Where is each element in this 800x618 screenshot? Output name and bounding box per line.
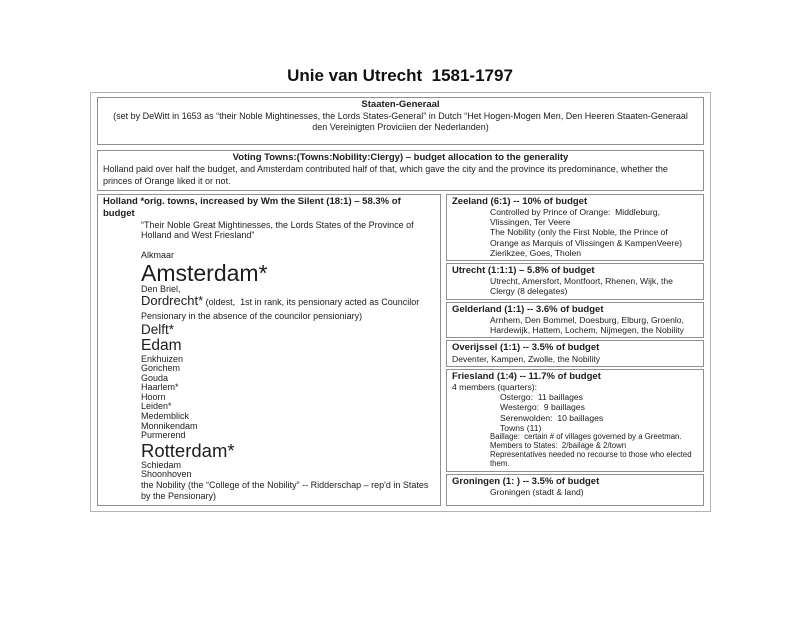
province-heading: Utrecht (1:1:1) – 5.8% of budget xyxy=(452,264,595,276)
province-line: Baillage: certain # of villages governed by a Greetman. xyxy=(490,431,682,441)
town-item: Alkmaar xyxy=(141,250,175,261)
town-name: Dordrecht* xyxy=(141,293,204,309)
province-line: Westergo: 9 baillages xyxy=(500,402,585,413)
province-heading: Overijssel (1:1) -- 3.5% of budget xyxy=(452,342,600,354)
province-heading: Friesland (1:4) -- 11.7% of budget xyxy=(452,370,601,382)
town-item: Medemblick xyxy=(141,411,190,422)
province-box-gelderland xyxy=(446,302,704,339)
staaten-generaal-subtitle: (set by DeWitt in 1653 as “their Noble Mightinesses, the Lords States-General” in Dutch “Het Hogen-Mogen Men, Den Heeren Staaten-Generaal den Vereinigten Proviciien der Nederlanden) xyxy=(113,110,691,133)
province-line: Members to States: 2/bailage & 2/town xyxy=(490,440,627,450)
province-box-friesland xyxy=(446,369,704,472)
town-item: Monnikendam xyxy=(141,420,198,431)
province-box-zeeland xyxy=(446,194,704,261)
town-item: Den Briel, xyxy=(141,283,181,294)
province-heading: Zeeland (6:1) -- 10% of budget xyxy=(452,195,588,207)
province-line: Towns (11) xyxy=(500,422,542,433)
town-note: (oldest, 1st in rank, its pensionary acted as Councilor Pensionary in the absence of the councilor pensioniary) xyxy=(141,297,422,322)
holland-box xyxy=(97,194,441,506)
holland-subtitle: “Their Noble Great Mightinesses, the Lords States of the Province of Holland and West Friesland” xyxy=(141,219,417,241)
town-item: Leiden* xyxy=(141,401,172,412)
province-line: Representatives needed no recourse to those who elected them. xyxy=(490,449,694,468)
province-box-utrecht xyxy=(446,263,704,300)
province-line: Arnhem, Den Bommel, Doesburg, Elburg, Groenlo, Hardewijk, Hattem, Lochem, Nijmegen, the Nobility xyxy=(490,314,687,336)
town-item: Gorichem xyxy=(141,363,181,374)
town-item: Gouda xyxy=(141,372,169,383)
town-item: Schiedam xyxy=(141,459,182,470)
province-box-groningen xyxy=(446,474,704,506)
right-province-column xyxy=(446,194,704,506)
province-line: Serenwolden: 10 baillages xyxy=(500,412,604,423)
province-line: Deventer, Kampen, Zwolle, the Nobility xyxy=(452,353,601,364)
town-item: Rotterdam* xyxy=(141,439,235,461)
province-line: Ostergo: 11 baillages xyxy=(500,392,583,403)
staaten-generaal-heading: Staaten-Generaal xyxy=(361,99,440,110)
province-line: Groningen (stadt & land) xyxy=(490,487,584,498)
voting-towns-heading: Voting Towns:(Towns:Nobility:Clergy) – budget allocation to the generality xyxy=(232,152,569,164)
province-line: Utrecht, Amersfort, Montfoort, Rhenen, Wijk, the Clergy (8 delegates) xyxy=(490,276,676,297)
town-item: Edam xyxy=(141,337,182,355)
town-item xyxy=(141,294,435,322)
town-item: Shoonhoven xyxy=(141,469,192,480)
provinces-columns xyxy=(97,194,704,506)
voting-towns-body: Holland paid over half the budget, and Amsterdam contributed half of that, which gave the city and the province its predominance, whether the princes of Orange liked it or not. xyxy=(103,164,671,186)
province-line: Zierikzee, Goes, Tholen xyxy=(490,247,582,258)
diagram-outer-frame xyxy=(90,92,711,512)
staaten-generaal-box xyxy=(97,97,704,145)
province-heading: Groningen (1: ) -- 3.5% of budget xyxy=(452,475,600,487)
province-line: Controlled by Prince of Orange: Middleburg, Vlissingen, Ter Veere xyxy=(490,207,663,228)
town-item: Delft* xyxy=(141,322,175,338)
town-item: Hoorn xyxy=(141,391,166,402)
page-title: Unie van Utrecht 1581-1797 xyxy=(287,66,513,85)
province-box-overijssel xyxy=(446,340,704,367)
voting-towns-box xyxy=(97,150,704,190)
holland-heading: Holland *orig. towns, increased by Wm the Silent (18:1) – 58.3% of budget xyxy=(103,195,404,219)
province-line: 4 members (quarters): xyxy=(452,382,538,393)
town-item: Purmerend xyxy=(141,430,186,441)
town-item: Enkhuizen xyxy=(141,353,184,364)
town-item: Amsterdam* xyxy=(141,259,268,286)
town-item: Haarlem* xyxy=(141,382,179,393)
province-line: The Nobility (only the First Noble, the Prince of Orange as Marquis of Vlissingen & KampenVeere) xyxy=(490,227,683,248)
holland-nobility-note: the Nobility (the “College of the Nobility” -- Ridderschap – rep'd in States by the Pensionary) xyxy=(141,480,431,501)
province-heading: Gelderland (1:1) -- 3.6% of budget xyxy=(452,303,604,315)
